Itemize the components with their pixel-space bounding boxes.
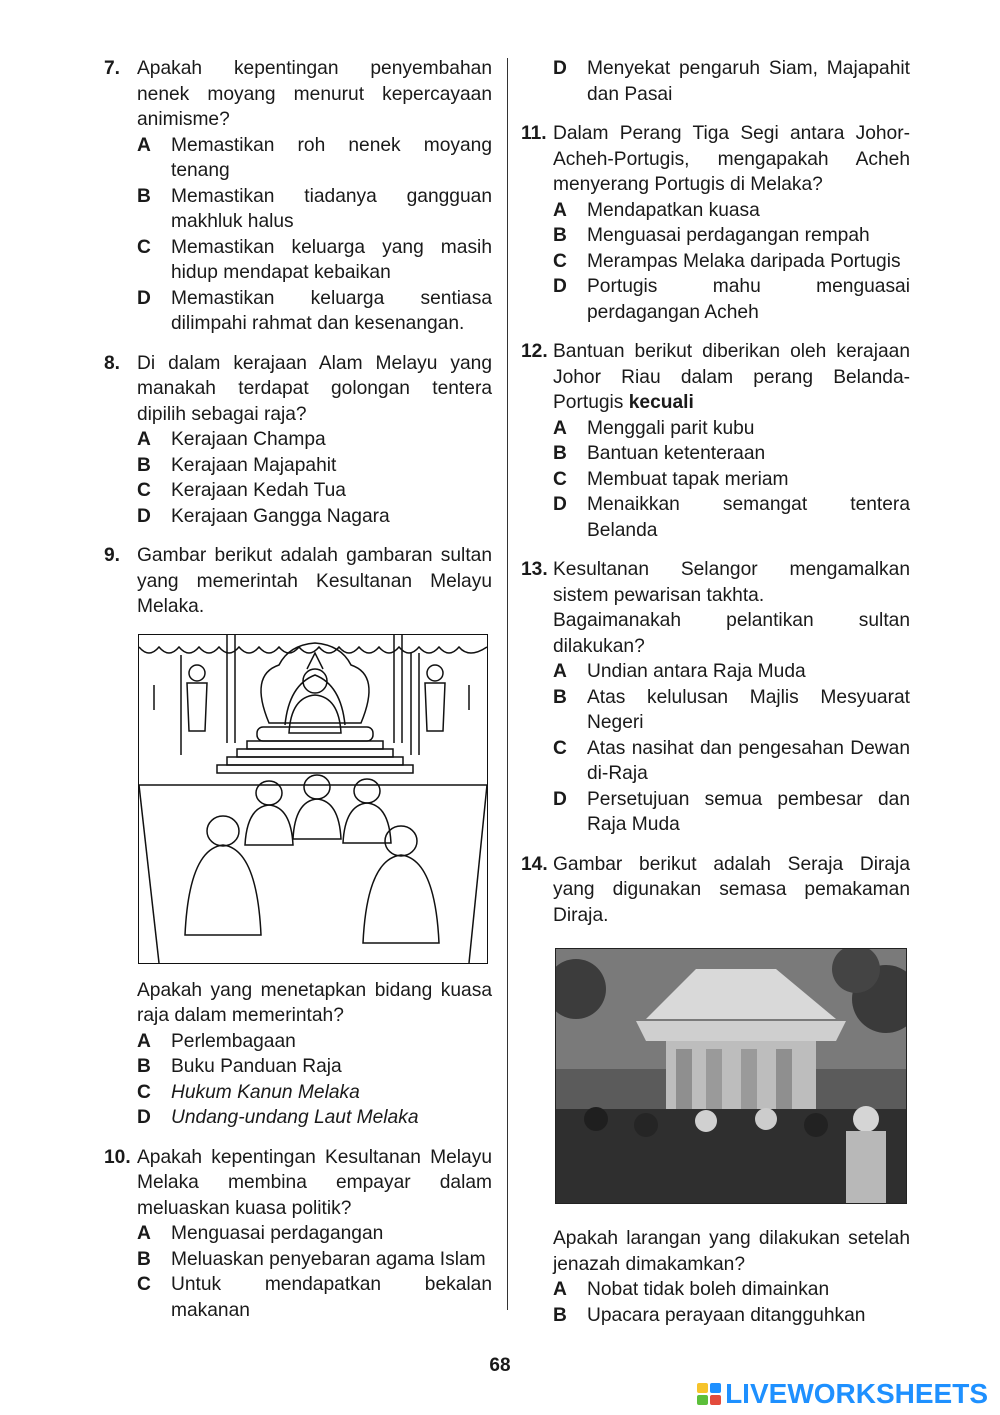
liveworksheets-logo[interactable]	[697, 1378, 988, 1410]
question-10	[104, 1145, 492, 1324]
option-b[interactable]: B Meluaskan penyebaran agama Islam	[137, 1248, 486, 1270]
question-stem: Apakah kepentingan penyembahan nenek moyang menurut kepercayaan animisme?	[137, 58, 492, 130]
option-b[interactable]: B Upacara perayaan ditangguhkan	[553, 1304, 866, 1326]
option-d[interactable]: D Memastikan keluarga sentiasa dilimpahi rahmat dan kesenangan.	[137, 287, 492, 334]
brand-name: LIVEWORKSHEETS	[725, 1378, 988, 1409]
option-c[interactable]: C Untuk mendapatkan bekalan makanan	[137, 1274, 492, 1321]
question-number: 8.	[104, 352, 121, 374]
page-number: 68	[489, 1355, 511, 1376]
question-number: 7.	[104, 58, 121, 79]
question-number: 12.	[521, 341, 548, 362]
question-14	[521, 852, 910, 1329]
column-divider	[507, 58, 508, 1310]
question-number: 11.	[521, 123, 547, 144]
question-prompt: Apakah yang menetapkan bidang kuasa raja dalam memerintah?	[137, 979, 492, 1026]
royal-funeral-photo	[555, 948, 907, 1204]
option-c[interactable]: C Atas nasihat dan pengesahan Dewan di-Raja	[553, 737, 910, 784]
option-c[interactable]: C Membuat tapak meriam	[553, 468, 789, 490]
option-a[interactable]: A Kerajaan Champa	[137, 429, 326, 450]
question-stem: Dalam Perang Tiga Segi antara Johor-Acheh-Portugis, mengapakah Acheh menyerang Portugis di Melaka?	[553, 123, 910, 195]
option-b[interactable]: B Bantuan ketenteraan	[553, 443, 766, 464]
question-9	[104, 543, 492, 1131]
liveworksheets-icon	[697, 1383, 721, 1405]
question-number: 13.	[521, 559, 548, 580]
question-prompt: Apakah larangan yang dilakukan setelah jenazah dimakamkan?	[553, 1228, 910, 1275]
option-b[interactable]: B Buku Panduan Raja	[137, 1056, 342, 1077]
question-11	[521, 121, 910, 325]
option-a[interactable]: A Nobat tidak boleh dimainkan	[553, 1279, 830, 1300]
option-d[interactable]: D Portugis mahu menguasai perdagangan Acheh	[553, 276, 910, 323]
keyword-kecuali: kecuali	[628, 392, 694, 413]
question-8	[104, 351, 492, 530]
option-a[interactable]: A Menggali parit kubu	[553, 417, 755, 439]
question-number: 10.	[104, 1146, 131, 1168]
question-7	[104, 56, 492, 337]
option-a[interactable]: A Menguasai perdagangan	[137, 1223, 384, 1244]
option-c[interactable]: C Hukum Kanun Melaka	[137, 1081, 360, 1103]
option-b[interactable]: B Menguasai perdagangan rempah	[553, 225, 870, 246]
question-prompt: Bagaimanakah pelantikan sultan dilakukan?	[553, 610, 910, 657]
option-a[interactable]: A Undian antara Raja Muda	[553, 661, 806, 682]
option-c[interactable]: C Memastikan keluarga yang masih hidup mendapat kebaikan	[137, 236, 492, 283]
option-b[interactable]: B Atas kelulusan Majlis Mesyuarat Negeri	[553, 686, 910, 733]
option-c[interactable]: C Merampas Melaka daripada Portugis	[553, 250, 901, 272]
question-stem: Di dalam kerajaan Alam Melayu yang manakah terdapat golongan tentera dipilih sebagai raja?	[137, 352, 492, 425]
option-d[interactable]: D Undang-undang Laut Melaka	[137, 1107, 419, 1128]
question-stem: Bantuan berikut diberikan oleh kerajaan Johor Riau dalam perang Belanda-Portugis kecuali	[553, 341, 910, 413]
option-d[interactable]: D Persetujuan semua pembesar dan Raja Muda	[553, 788, 910, 835]
option-c[interactable]: C Kerajaan Kedah Tua	[137, 480, 346, 501]
question-stem: Kesultanan Selangor mengamalkan sistem pewarisan takhta.	[553, 559, 910, 606]
option-a[interactable]: A Mendapatkan kuasa	[553, 199, 760, 221]
question-stem: Gambar berikut adalah gambaran sultan yang memerintah Kesultanan Melayu Melaka.	[137, 545, 492, 617]
sultan-court-illustration	[138, 634, 488, 964]
option-b[interactable]: B Memastikan tiadanya gangguan makhluk halus	[137, 185, 492, 232]
question-12	[521, 339, 910, 543]
question-10-continued	[521, 56, 910, 107]
right-column	[521, 56, 910, 1342]
option-d[interactable]: D Menaikkan semangat tentera Belanda	[553, 494, 910, 541]
question-number: 9.	[104, 545, 121, 566]
option-a[interactable]: A Perlembagaan	[137, 1030, 296, 1052]
option-d[interactable]: D Kerajaan Gangga Nagara	[137, 505, 390, 527]
question-stem: Apakah kepentingan Kesultanan Melayu Melaka membina empayar dalam meluaskan kuasa politik?	[137, 1146, 492, 1219]
option-b[interactable]: B Kerajaan Majapahit	[137, 454, 337, 476]
option-d[interactable]: D Menyekat pengaruh Siam, Majapahit dan Pasai	[553, 58, 910, 105]
option-a[interactable]: A Memastikan roh nenek moyang tenang	[137, 134, 492, 181]
left-column	[104, 56, 492, 1337]
question-13	[521, 557, 910, 838]
question-stem: Gambar berikut adalah Seraja Diraja yang digunakan semasa pemakaman Diraja.	[553, 853, 910, 926]
question-number: 14.	[521, 853, 548, 875]
